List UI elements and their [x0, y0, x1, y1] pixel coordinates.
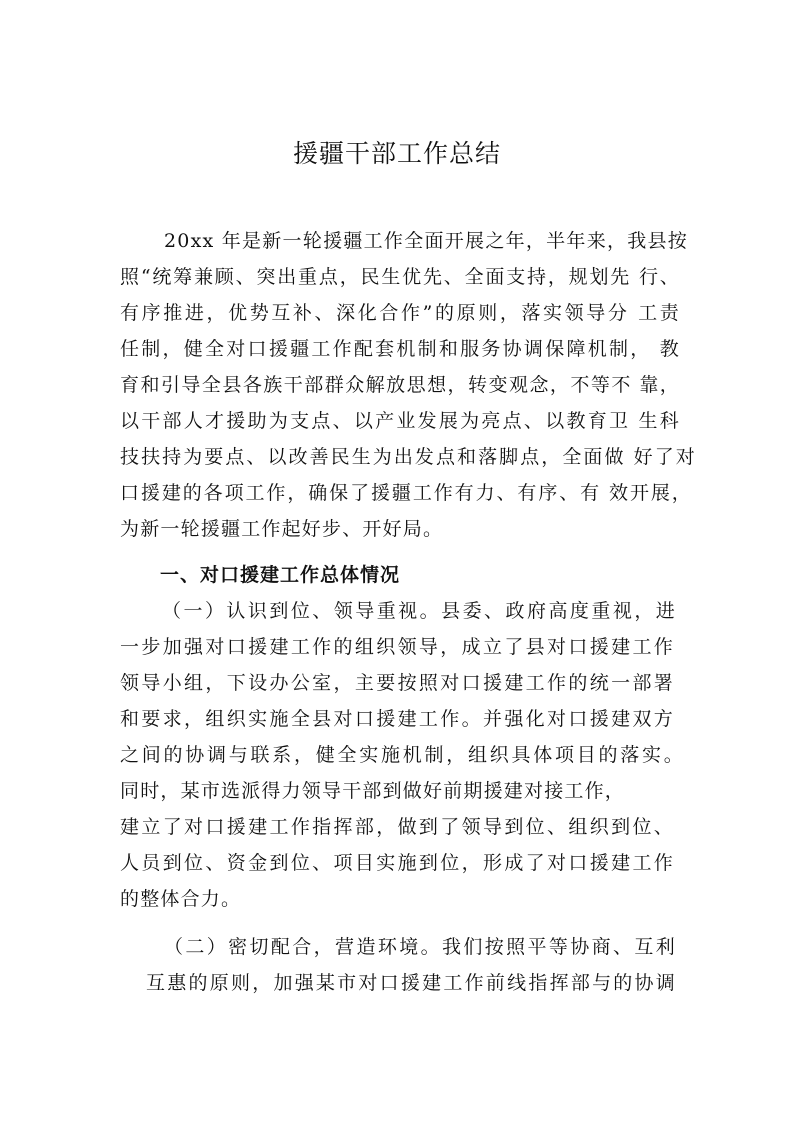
paragraph-line: 同时，某市选派得力领导干部到做好前期援建对接工作， — [120, 780, 626, 802]
paragraph-line: 技扶持为要点、以改善民生为出发点和落脚点，全面做 好了对 — [120, 446, 696, 468]
paragraph-line: 之间的协调与联系，健全实施机制，组织具体项目的落实。 — [120, 744, 684, 766]
paragraph-line: 领导小组，下设办公室，主要按照对口援建工作的统一部署 — [120, 672, 674, 694]
paragraph-line: 照“统筹兼顾、突出重点，民生优先、全面支持，规划先 行、 — [120, 266, 680, 288]
paragraph-line: （二）密切配合，营造环境。我们按照平等协商、互利 — [164, 936, 676, 958]
paragraph-line: 和要求，组织实施全县对口援建工作。并强化对口援建双方 — [120, 708, 674, 730]
paragraph-line: （一）认识到位、领导重视。县委、政府高度重视，进 — [162, 600, 676, 622]
paragraph-line: 一步加强对口援建工作的组织领导，成立了县对口援建工作 — [120, 636, 674, 658]
paragraph-line: 互惠的原则，加强某市对口援建工作前线指挥部与的协调 — [146, 972, 676, 994]
paragraph-line: 人员到位、资金到位、项目实施到位，形成了对口援建工作 — [120, 852, 674, 874]
paragraph-line: 的整体合力。 — [120, 888, 242, 910]
paragraph-line: 育和引导全县各族干部群众解放思想，转变观念，不等不 靠， — [120, 374, 680, 396]
paragraph-line: 20xx 年是新一轮援疆工作全面开展之年，半年来，我县按 — [164, 230, 688, 252]
document-title: 援疆干部工作总结 — [292, 139, 501, 168]
paragraph-line: 口援建的各项工作，确保了援疆工作有力、有序、有 效开展， — [120, 482, 692, 504]
paragraph-line: 有序推进，优势互补、深化合作”的原则，落实领导分 工责 — [120, 302, 680, 324]
paragraph-line: 以干部人才援助为支点、以产业发展为亮点、以教育卫 生科 — [120, 410, 680, 432]
paragraph-line: 建立了对口援建工作指挥部，做到了领导到位、组织到位、 — [120, 816, 674, 838]
section-heading: 一、对口援建工作总体情况 — [160, 564, 401, 586]
paragraph-line: 为新一轮援疆工作起好步、开好局。 — [120, 518, 444, 540]
paragraph-line: 任制，健全对口援疆工作配套机制和服务协调保障机制， 教 — [120, 338, 680, 360]
